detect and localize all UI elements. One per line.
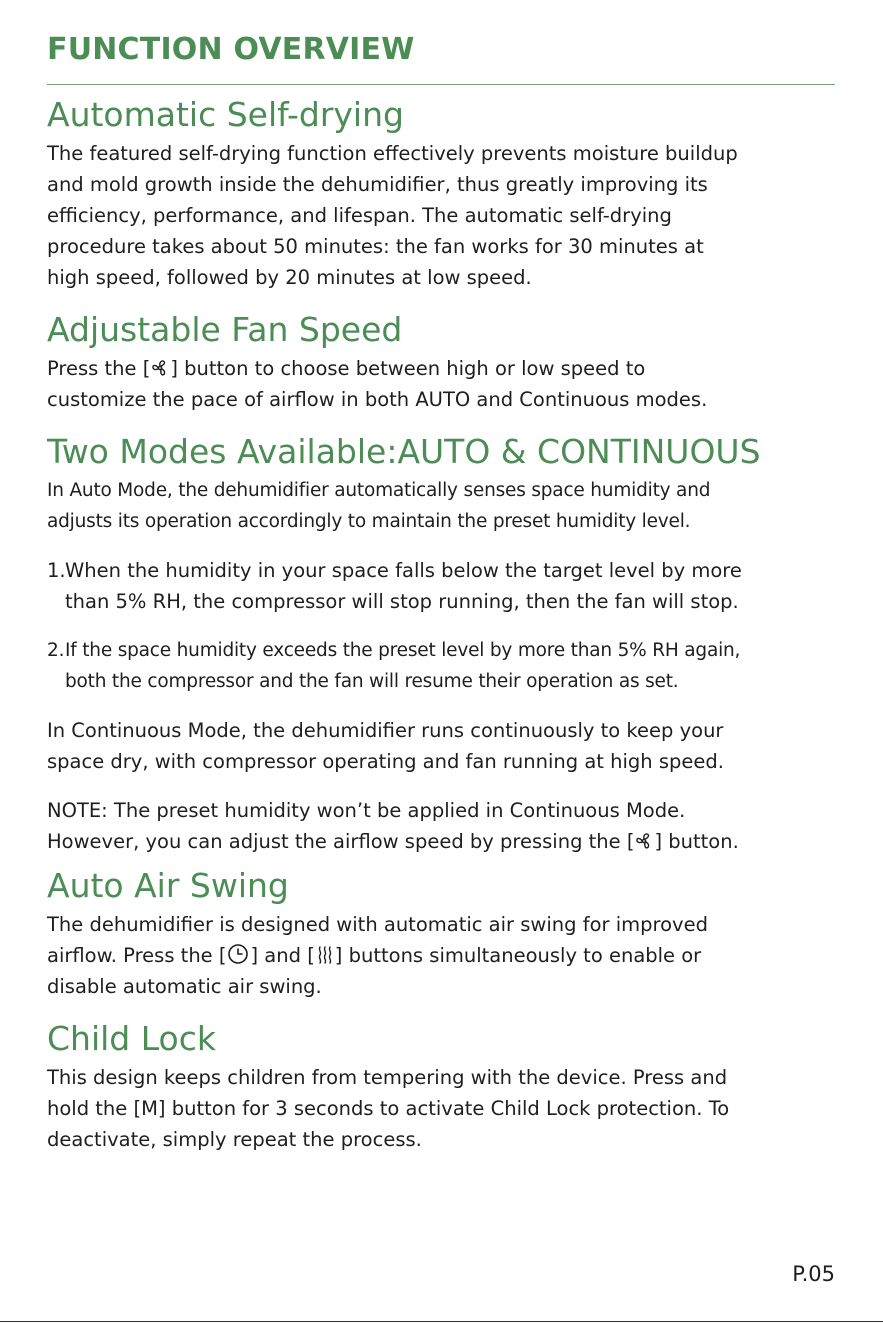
bracket-close: ]: [654, 830, 663, 853]
section-heading: Auto Air Swing: [47, 866, 289, 905]
section-heading: Adjustable Fan Speed: [47, 310, 403, 349]
bracket-close: ]: [250, 944, 259, 967]
text-line: customize the pace of airflow in both AUTO and Continuous modes.: [47, 388, 708, 411]
text-line: button to choose between high or low speed to: [177, 357, 646, 380]
page-title: FUNCTION OVERVIEW: [47, 32, 415, 67]
content-area: [47, 92, 847, 1155]
child-lock-text: [47, 1062, 847, 1155]
list-item: [47, 555, 847, 617]
section-child-lock: [47, 1016, 847, 1155]
section-modes: [47, 429, 847, 857]
section-heading: Child Lock: [47, 1019, 216, 1058]
continuous-mode-text: [47, 715, 847, 777]
text-line: procedure takes about 50 minutes: the fan works for 30 minutes at: [47, 235, 704, 258]
section-heading: Two Modes Available:AUTO & CONTINUOUS: [47, 432, 761, 471]
text-line: disable automatic air swing.: [47, 975, 322, 998]
title-divider: [47, 84, 835, 85]
bracket-open: [: [626, 830, 635, 853]
fan-speed-text: [47, 353, 847, 415]
self-drying-text: [47, 138, 847, 293]
note-text: [47, 795, 847, 857]
text-line: If the space humidity exceeds the preset level by more than 5% RH again,: [65, 640, 741, 661]
section-fan-speed: [47, 307, 847, 415]
text-line: When the humidity in your space falls below the target level by more: [65, 559, 742, 582]
section-heading: Automatic Self-drying: [47, 95, 404, 134]
text-line: than 5% RH, the compressor will stop running, then the fan will stop.: [65, 590, 739, 613]
bottom-divider: [0, 1321, 883, 1322]
text-line: airflow. Press the: [47, 944, 219, 967]
fan-icon: [634, 831, 654, 851]
list-item: [47, 635, 847, 697]
text-line: buttons simultaneously to enable or: [342, 944, 702, 967]
text-line: Press the: [47, 357, 143, 380]
text-line: In Continuous Mode, the dehumidifier runs continuously to keep your: [47, 719, 724, 742]
text-line: In Auto Mode, the dehumidifier automatically senses space humidity and: [47, 480, 711, 501]
timer-icon: [226, 943, 250, 965]
text-line: button.: [662, 830, 739, 853]
text-line: However, you can adjust the airflow speed by pressing the: [47, 830, 627, 853]
bracket-close: ]: [157, 1097, 166, 1120]
list-number: 1.: [47, 559, 66, 582]
text-line: The featured self-drying function effectively prevents moisture buildup: [47, 142, 738, 165]
text-line: The dehumidifier is designed with automatic air swing for improved: [47, 913, 708, 936]
auto-mode-text: [47, 475, 847, 537]
section-air-swing: [47, 863, 847, 1002]
bracket-close: ]: [334, 944, 343, 967]
bracket-open: [: [218, 944, 227, 967]
m-key-label: M: [141, 1097, 158, 1120]
text-line: adjusts its operation accordingly to maintain the preset humidity level.: [47, 511, 691, 532]
air-swing-text: [47, 909, 847, 1002]
text-line: button for 3 seconds to activate Child Lock protection. To: [165, 1097, 730, 1120]
bracket-open: [: [307, 944, 315, 967]
text-line: space dry, with compressor operating and fan running at high speed.: [47, 750, 724, 773]
text-line: both the compressor and the fan will resume their operation as set.: [65, 671, 679, 692]
page-number: P.05: [792, 1262, 835, 1286]
text-line: NOTE: The preset humidity won’t be applied in Continuous Mode.: [47, 799, 686, 822]
text-line: and: [258, 944, 308, 967]
list-number: 2.: [47, 640, 65, 661]
fan-icon: [150, 358, 170, 378]
text-line: high speed, followed by 20 minutes at low speed.: [47, 266, 532, 289]
heat-waves-icon: [315, 945, 335, 965]
bracket-open: [: [133, 1097, 142, 1120]
text-line: efficiency, performance, and lifespan. The automatic self-drying: [47, 204, 672, 227]
text-line: hold the: [47, 1097, 134, 1120]
bracket-close: ]: [170, 357, 178, 380]
text-line: This design keeps children from tempering with the device. Press and: [47, 1066, 728, 1089]
text-line: and mold growth inside the dehumidifier, thus greatly improving its: [47, 173, 708, 196]
bracket-open: [: [142, 357, 151, 380]
section-self-drying: [47, 92, 847, 293]
text-line: deactivate, simply repeat the process.: [47, 1128, 422, 1151]
